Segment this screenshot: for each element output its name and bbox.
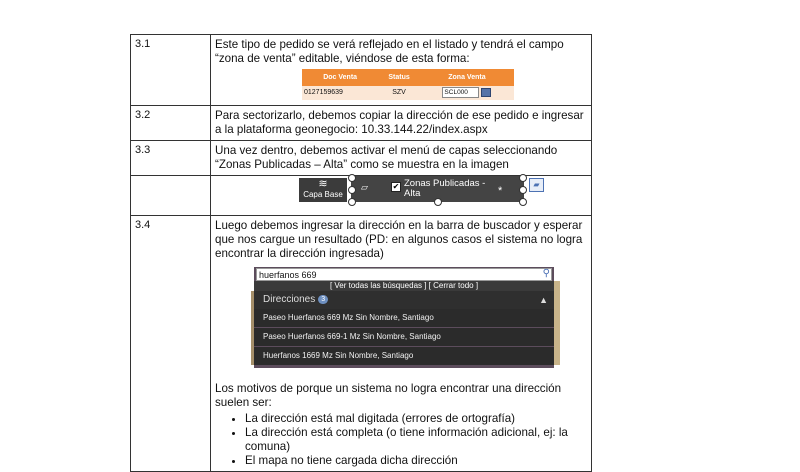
list-item: • La dirección está completa (o tiene información adicional, ej: la comuna) bbox=[245, 426, 587, 454]
table-row bbox=[131, 141, 592, 176]
results-group-header[interactable] bbox=[254, 291, 554, 309]
table-row bbox=[302, 86, 514, 100]
list-item: • El mapa no tiene cargada dicha dirección bbox=[245, 454, 587, 468]
search-input[interactable]: huerfanos 669 bbox=[256, 268, 552, 281]
layer-menu-cell bbox=[211, 176, 592, 216]
step-number: 3.3 bbox=[131, 141, 211, 176]
orders-mini-table bbox=[302, 69, 514, 100]
search-result[interactable]: Huerfanos 1669 Mz Sin Nombre, Santiago bbox=[254, 347, 554, 365]
resize-handle bbox=[519, 198, 527, 206]
layers-icon: ≋ bbox=[318, 178, 328, 190]
table-row bbox=[131, 176, 592, 216]
zona-venta-input[interactable]: SCL000 bbox=[442, 87, 479, 98]
layer-checkbox[interactable]: ✔ bbox=[392, 182, 400, 191]
resize-handle bbox=[348, 198, 356, 206]
step-text: Una vez dentro, debemos activar el menú de capas seleccionando “Zonas Publicadas – Alta” como se muestra en la imagen bbox=[211, 141, 592, 176]
star-icon: * bbox=[498, 185, 503, 197]
folder-icon: ▱ bbox=[361, 182, 368, 192]
step-number: 3.2 bbox=[131, 106, 211, 141]
instructions-table bbox=[130, 34, 592, 472]
resize-handle bbox=[519, 186, 527, 194]
table-row bbox=[131, 216, 592, 472]
status-cell: SZV bbox=[378, 86, 420, 100]
motivos-intro: Los motivos de porque un sistema no logra encontrar una dirección suelen ser: bbox=[215, 382, 562, 409]
group-label: Direcciones bbox=[263, 294, 316, 305]
step-text: Luego debemos ingresar la dirección en la barra de buscador y esperar que nos cargue un resultado (PD: en algunos casos el sistema no logra encontrar la dirección ingresada) bbox=[215, 219, 583, 260]
step-text: Para sectorizarlo, debemos copiar la dirección de ese pedido e ingresar a la plataforma geonegocio: 10.33.144.22/index.aspx bbox=[211, 106, 592, 141]
search-links[interactable]: [ Ver todas las búsquedas ] [ Cerrar todo ] bbox=[254, 281, 554, 291]
search-result[interactable]: Paseo Huerfanos 669-1 Mz Sin Nombre, Santiago bbox=[254, 328, 554, 346]
map-icon[interactable]: ▰ bbox=[529, 178, 544, 192]
search-icon[interactable]: ⚲ bbox=[542, 268, 550, 279]
layer-menu bbox=[211, 176, 591, 209]
chevron-up-icon[interactable]: ▲ bbox=[539, 295, 548, 305]
motivos-list bbox=[215, 412, 587, 468]
resize-handle bbox=[348, 186, 356, 194]
capa-base-button[interactable] bbox=[299, 178, 347, 202]
step-number: 3.1 bbox=[131, 35, 211, 106]
col-header: Doc Venta bbox=[302, 69, 378, 86]
resize-handle bbox=[434, 198, 442, 206]
step-cell bbox=[211, 35, 592, 106]
step-text: Este tipo de pedido se verá reflejado en el listado y tendrá el campo “zona de venta” editable, viéndose de esta forma: bbox=[215, 38, 564, 65]
map-background bbox=[554, 281, 560, 365]
empty-cell bbox=[131, 176, 211, 216]
search-result[interactable]: Paseo Huerfanos 669 Mz Sin Nombre, Santiago bbox=[254, 309, 554, 327]
layer-label: Zonas Publicadas - Alta bbox=[404, 178, 486, 199]
zona-venta-cell bbox=[420, 86, 514, 100]
search-widget bbox=[254, 267, 554, 368]
capa-base-label: Capa Base bbox=[303, 190, 343, 199]
step-number: 3.4 bbox=[131, 216, 211, 472]
save-icon[interactable] bbox=[481, 88, 491, 97]
table-row bbox=[131, 106, 592, 141]
count-badge: 3 bbox=[318, 295, 328, 304]
resize-handle bbox=[519, 174, 527, 182]
step-cell bbox=[211, 216, 592, 472]
col-header: Status bbox=[378, 69, 420, 86]
col-header: Zona Venta bbox=[420, 69, 514, 86]
table-row bbox=[131, 35, 592, 106]
list-item: • La dirección está mal digitada (errores de ortografía) bbox=[245, 412, 587, 426]
resize-handle bbox=[348, 174, 356, 182]
doc-venta-cell: 0127159639 bbox=[302, 86, 378, 100]
